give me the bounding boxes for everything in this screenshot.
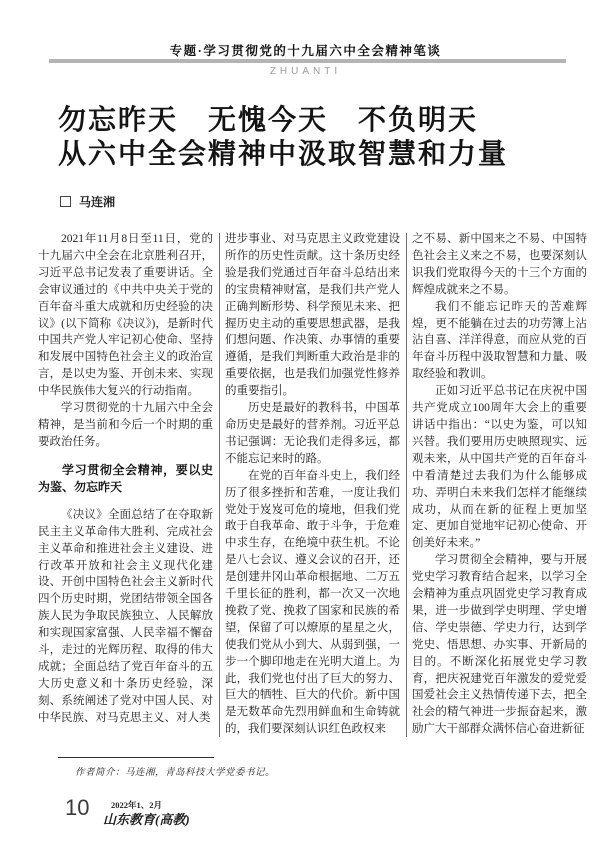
paragraph: 之不易、新中国来之不易、中国特色社会主义来之不易，也要深刻认识我们党取得今天的十三个方面的辉煌成就来之不易。: [412, 233, 587, 296]
text-column-1: [38, 231, 213, 741]
article-title-line2: 从六中全会精神中汲取智慧和力量: [58, 138, 509, 169]
author-line: [60, 193, 115, 210]
article-title: [58, 103, 508, 171]
journal-name: 山东教育(高教): [103, 812, 190, 827]
paragraph: 学习贯彻全会精神，要与开展党史学习教育结合起来，以学习全会精神为重点巩固党史学习教育成果，进一步做到学史明理、学史增信、学史崇德、学史力行，达到学党史、悟思想、办实事、开新局的目的。不断深化拓展党史学习教育，把庆祝建党百年激发的爱党爱国爱社会主义热情传递下去，把全社会的精气神进一步振奋起来，激励广大干部群众满怀信心奋进新征: [412, 554, 587, 736]
section-pinyin: ZHUANTI: [269, 66, 342, 77]
article-body: [38, 231, 587, 741]
section-label: 专题·学习贯彻党的十九届六中全会精神笔谈: [169, 44, 442, 58]
paragraph: 《决议》全面总结了在夺取新民主主义革命伟大胜利、完成社会主义革命和推进社会主义建设、进行改革开放和社会主义现代化建设、开创中国特色社会主义新时代四个历史时期，党团结带领全国各族人民为争取民族独立、人民解放和实现国家富强、人民幸福不懈奋斗，走过的光辉历程、取得的伟大成就；全面总结了党百年奋斗的五大历史意义和十条历史经验，深刻、系统阐述了党对中国人民、对中华民族、对马克思主义、对人类: [38, 508, 213, 724]
paragraph: 历史是最好的教科书，中国革命历史是最好的营养剂。习近平总书记强调：无论我们走得多远，都不能忘记来时的路。: [225, 402, 400, 465]
author-marker-square: [60, 196, 71, 207]
article-title-line1: 勿忘昨天 无愧今天 不负明天: [58, 104, 479, 135]
author-bio-footnote: 作者简介：马连湘，青岛科技大学党委书记。: [75, 768, 276, 778]
issue-date: 2022年1、2月: [111, 800, 163, 810]
paragraph: 进步事业、对马克思主义政党建设所作的历史性贡献。这十条历史经验是我们党通过百年奋斗总结出来的宝贵精神财富，是我们共产党人正确判断形势、科学预见未来、把握历史主动的重要思想武器，是我们想问题、作决策、办事情的重要遵循，是我们判断重大政治是非的重要依据，也是我们加强党性修养的重要指引。: [225, 233, 400, 398]
paragraph: 在党的百年奋斗史上，我们经历了很多挫折和苦难，一度让我们党处于岌岌可危的境地，但我们党敢于自我革命、敢于斗争，于危难中求生存，在绝境中获生机。不论是八七会议、遵义会议的召开，还是创建井冈山革命根据地、二万五千里长征的胜利，都一次又一次地挽救了党、挽救了国家和民族的希望，保留了可以燎原的星星之火，使我们党从小到大、从弱到强，一步一个脚印地走在光明大道上。为此，我们党也付出了巨大的努力、巨大的牺牲、巨大的代价。新中国是无数革命先烈用鲜血和生命铸就的，我们要深刻认识红色政权来: [225, 469, 400, 736]
paragraph: 我们不能忘记昨天的苦难辉煌，更不能躺在过去的功劳簿上沾沾自喜、洋洋得意，而应从党的百年奋斗历程中汲取智慧和力量、吸取经验和教训。: [412, 300, 587, 381]
column-divider-1: [219, 233, 220, 737]
footnote-rule: [58, 757, 214, 758]
paragraph: 学习贯彻党的十九届六中全会精神，是当前和今后一个时期的重要政治任务。: [38, 402, 213, 448]
header-divider-bar: [49, 59, 566, 63]
column-divider-2: [406, 233, 407, 737]
text-column-3: [412, 231, 587, 741]
section-heading: 学习贯彻全会精神，要以史为鉴、勿忘昨天: [38, 462, 213, 494]
paragraph: 正如习近平总书记在庆祝中国共产党成立100周年大会上的重要讲话中指出：“以史为鉴，可以知兴替。我们要用历史映照现实、远观未来，从中国共产党的百年奋斗中看清楚过去我们为什么能够成功、弄明白未来我们怎样才能继续成功，从而在新的征程上更加坚定、更加自觉地牢记初心使命、开创美好未来。”: [412, 385, 587, 550]
author-name: 马连湘: [79, 195, 116, 209]
paragraph: 2021年11月8日至11日，党的十九届六中全会在北京胜利召开，习近平总书记发表了重要讲话。全会审议通过的《中共中央关于党的百年奋斗重大成就和历史经验的决议》(以下简称《决议》)，是新时代中国共产党人牢记初心使命、坚持和发展中国特色社会主义的政治宣言，是以史为鉴、开创未来、实现中华民族伟大复兴的行动指南。: [38, 233, 213, 398]
text-column-2: [225, 231, 400, 741]
page-number: 10: [65, 795, 90, 820]
